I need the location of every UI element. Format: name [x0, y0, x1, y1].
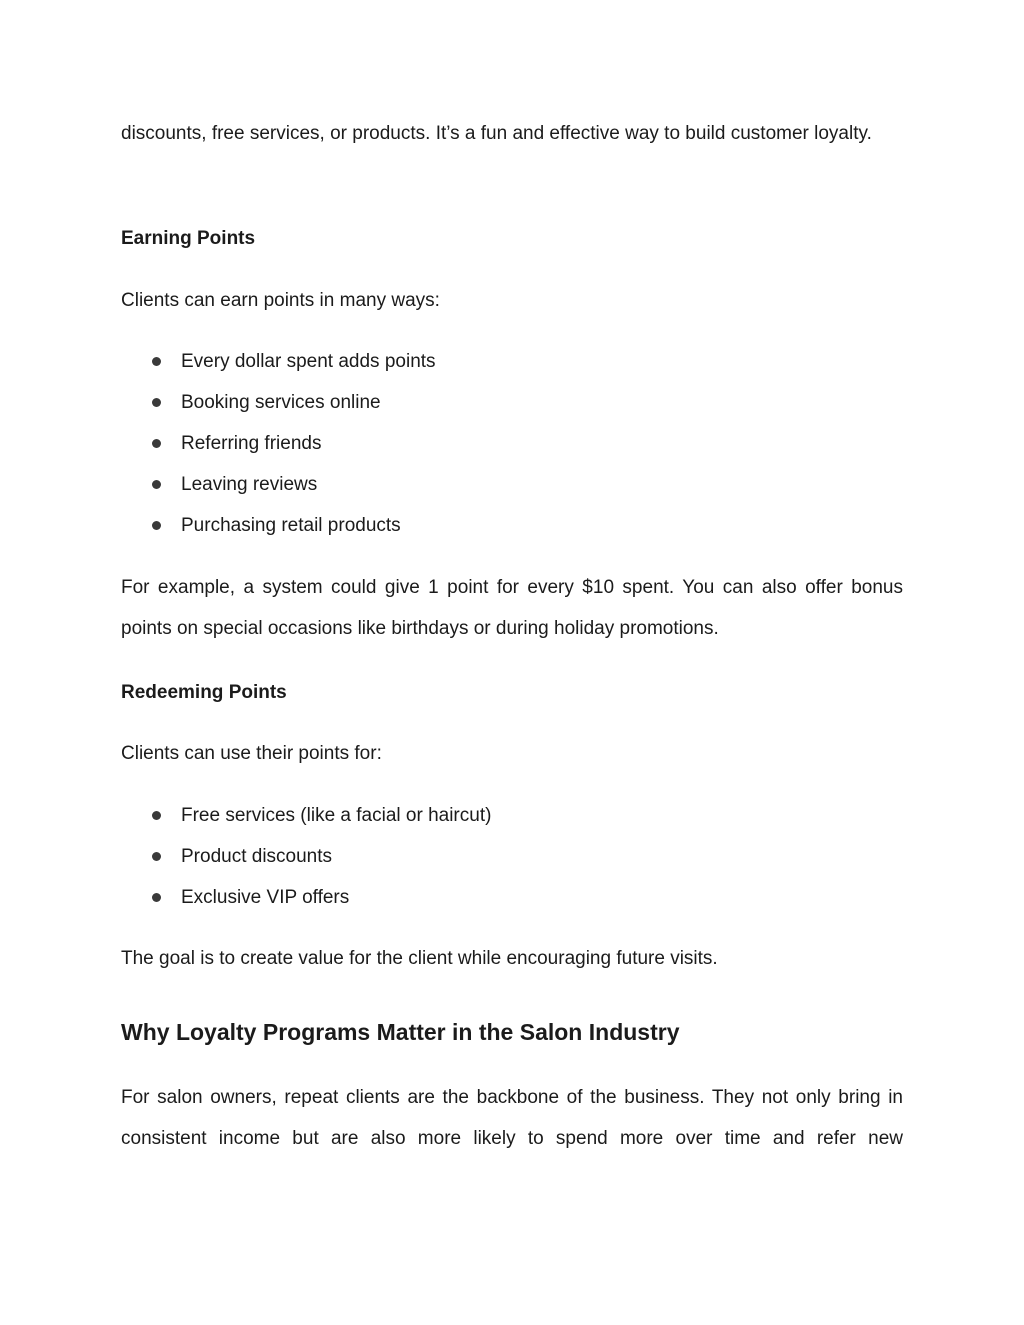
intro-continuation-paragraph: discounts, free services, or products. It’s a fun and effective way to build customer loyalty. [121, 123, 872, 144]
redeeming-list [121, 795, 903, 918]
list-item-text: Product discounts [181, 846, 333, 867]
bullet-icon [152, 521, 161, 530]
list-item [121, 382, 903, 423]
redeeming-points-heading: Redeeming Points [121, 682, 287, 703]
list-item-text: Leaving reviews [181, 474, 318, 495]
bullet-icon [152, 893, 161, 902]
list-item [121, 464, 903, 505]
list-item-text: Free services (like a facial or haircut) [181, 805, 492, 826]
earning-points-heading: Earning Points [121, 228, 256, 249]
list-item-text: Referring friends [181, 433, 322, 454]
bullet-icon [152, 357, 161, 366]
list-item [121, 423, 903, 464]
list-item [121, 836, 903, 877]
section-body-paragraph: For salon owners, repeat clients are the backbone of the business. They not only bring in consistent income but are also more likely to spend more over time and refer new [121, 1087, 903, 1149]
list-item [121, 877, 903, 918]
section-heading: Why Loyalty Programs Matter in the Salon Industry [121, 1019, 680, 1045]
bullet-icon [152, 439, 161, 448]
earning-list [121, 341, 903, 546]
bullet-icon [152, 398, 161, 407]
bullet-icon [152, 480, 161, 489]
bullet-icon [152, 811, 161, 820]
redeeming-lead-text: Clients can use their points for: [121, 743, 382, 764]
list-item-text: Purchasing retail products [181, 515, 401, 536]
redeeming-goal-paragraph: The goal is to create value for the client while encouraging future visits. [121, 948, 718, 969]
list-item-text: Booking services online [181, 392, 381, 413]
bullet-icon [152, 852, 161, 861]
list-item [121, 795, 903, 836]
list-item-text: Exclusive VIP offers [181, 887, 350, 908]
list-item [121, 505, 903, 546]
earning-example-paragraph: For example, a system could give 1 point for every $10 spent. You can also offer bonus points on special occasions like birthdays or during holiday promotions. [121, 577, 903, 639]
list-item [121, 341, 903, 382]
list-item-text: Every dollar spent adds points [181, 351, 436, 372]
earning-lead-text: Clients can earn points in many ways: [121, 290, 440, 311]
